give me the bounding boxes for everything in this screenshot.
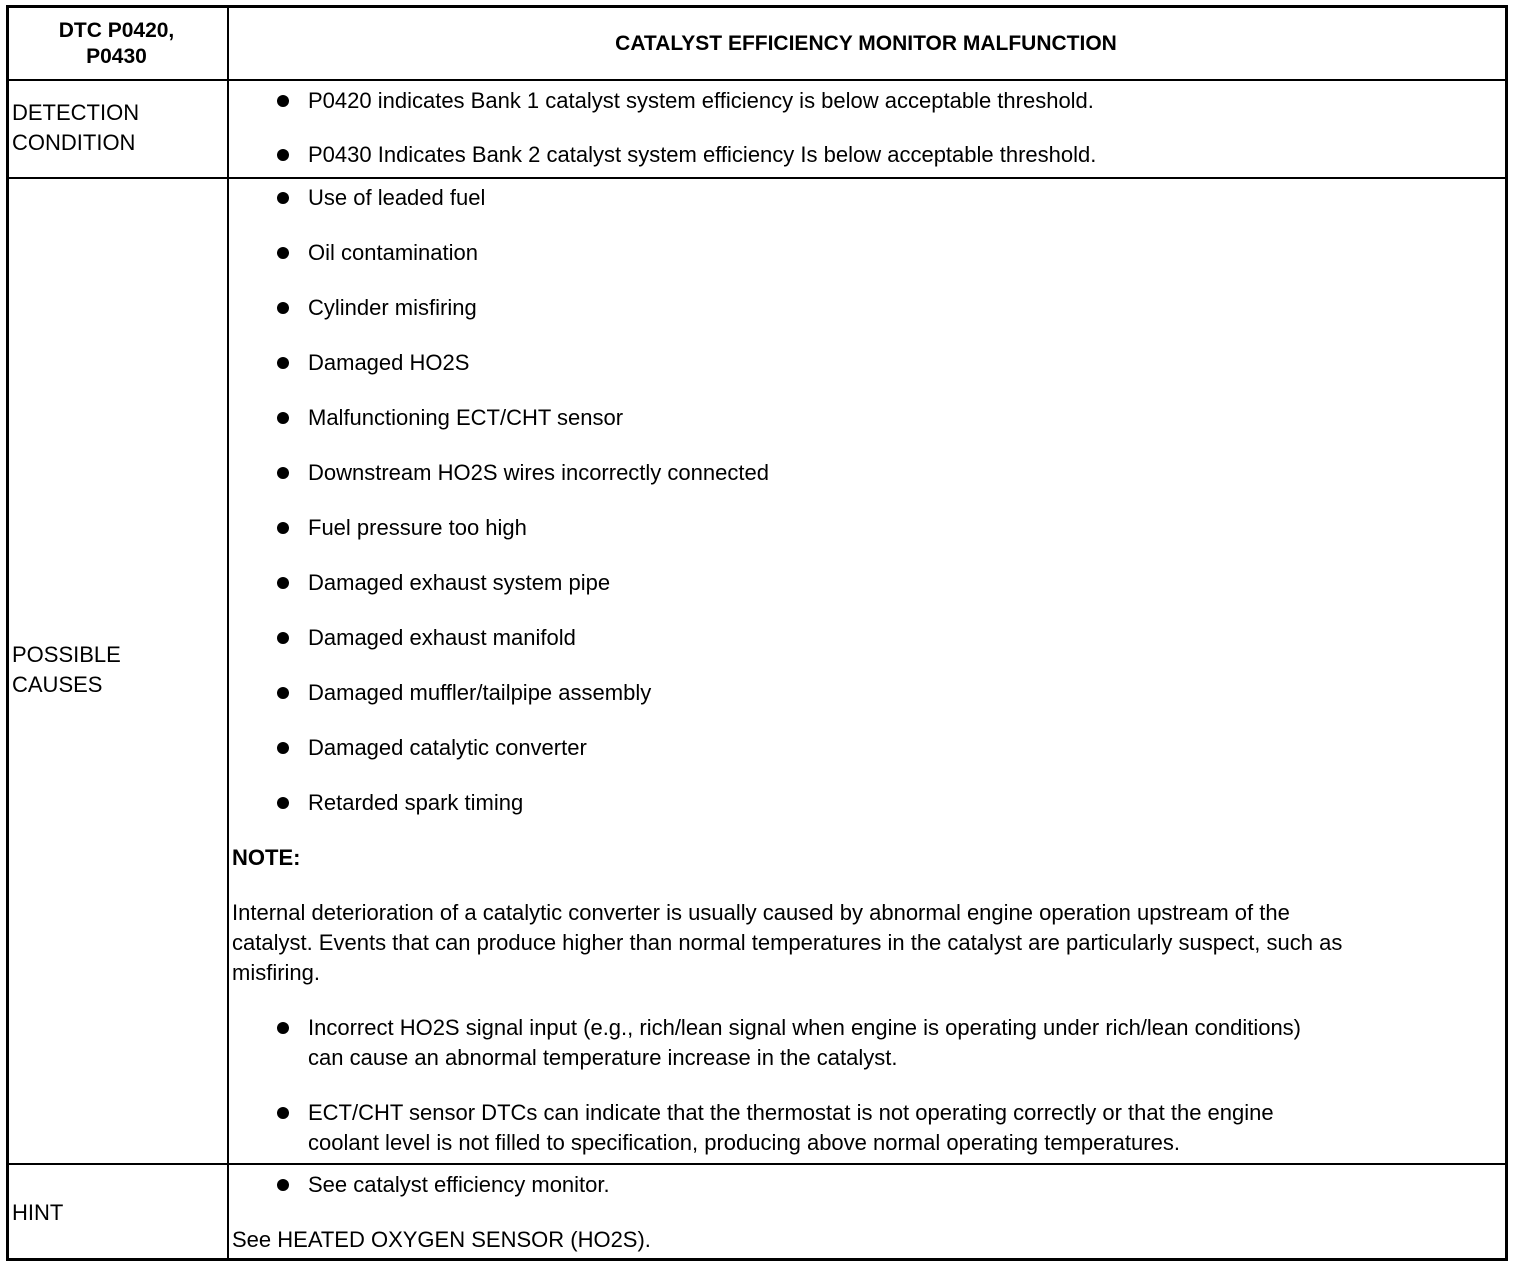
bullet-icon [277,1179,289,1191]
note-line: Internal deterioration of a catalytic converter is usually caused by abnormal engine operation upstream of the [232,900,1290,925]
cause-item: Damaged muffler/tailpipe assembly [308,680,652,705]
note-bullet-line: ECT/CHT sensor DTCs can indicate that the thermostat is not operating correctly or that the engine [308,1100,1274,1125]
bullet-icon [277,742,289,754]
cause-item: Fuel pressure too high [308,515,527,540]
dtc-code-line-1: DTC P0420, [58,19,175,42]
bullet-icon [277,95,289,107]
bullet-icon [277,1022,289,1034]
note-paragraph [232,898,1342,988]
bullet-icon [277,302,289,314]
note-bullet-line: coolant level is not filled to specification, producing above normal operating temperatures. [308,1130,1180,1155]
note-label: NOTE: [232,845,301,870]
detection-item: P0430 Indicates Bank 2 catalyst system efficiency Is below acceptable threshold. [308,142,1097,167]
bullet-icon [277,357,289,369]
row-divider [9,1163,1505,1165]
bullet-icon [277,192,289,204]
note-bullet-line: Incorrect HO2S signal input (e.g., rich/lean signal when engine is operating under rich/lean conditions) [308,1015,1302,1040]
hint-reference: See HEATED OXYGEN SENSOR (HO2S). [232,1227,651,1252]
detection-label-line-1: DETECTION [12,100,140,125]
cause-item: Damaged exhaust manifold [308,625,576,650]
row-divider [9,79,1505,81]
page-title: CATALYST EFFICIENCY MONITOR MALFUNCTION [615,32,1117,55]
hint-item: See catalyst efficiency monitor. [308,1172,610,1197]
dtc-code-line-2: P0430 [86,45,147,68]
bullet-icon [277,1107,289,1119]
hint-label: HINT [12,1200,64,1225]
bullet-icon [277,797,289,809]
cause-item: Damaged catalytic converter [308,735,587,760]
cause-item: Damaged exhaust system pipe [308,570,611,595]
cause-item: Malfunctioning ECT/CHT sensor [308,405,624,430]
causes-label [12,640,121,700]
bullet-icon [277,412,289,424]
detection-label [12,98,139,158]
cause-item: Use of leaded fuel [308,185,486,210]
note-line: catalyst. Events that can produce higher than normal temperatures in the catalyst are particularly suspect, such as [232,930,1343,955]
row-divider [9,177,1505,179]
dtc-code-header [9,18,224,70]
cause-item: Oil contamination [308,240,478,265]
detection-item: P0420 indicates Bank 1 catalyst system efficiency is below acceptable threshold. [308,88,1094,113]
note-bullet-item [308,1098,1274,1158]
detection-label-line-2: CONDITION [12,130,136,155]
causes-label-line-2: CAUSES [12,672,103,697]
bullet-icon [277,522,289,534]
bullet-icon [277,247,289,259]
bullet-icon [277,467,289,479]
note-bullet-item [308,1013,1301,1073]
causes-label-line-1: POSSIBLE [12,642,121,667]
bullet-icon [277,687,289,699]
column-divider [227,8,229,1258]
note-line: misfiring. [232,960,321,985]
bullet-icon [277,632,289,644]
cause-item: Downstream HO2S wires incorrectly connected [308,460,769,485]
note-bullet-line: can cause an abnormal temperature increase in the catalyst. [308,1045,898,1070]
cause-item: Retarded spark timing [308,790,524,815]
bullet-icon [277,149,289,161]
bullet-icon [277,577,289,589]
cause-item: Cylinder misfiring [308,295,477,320]
cause-item: Damaged HO2S [308,350,470,375]
